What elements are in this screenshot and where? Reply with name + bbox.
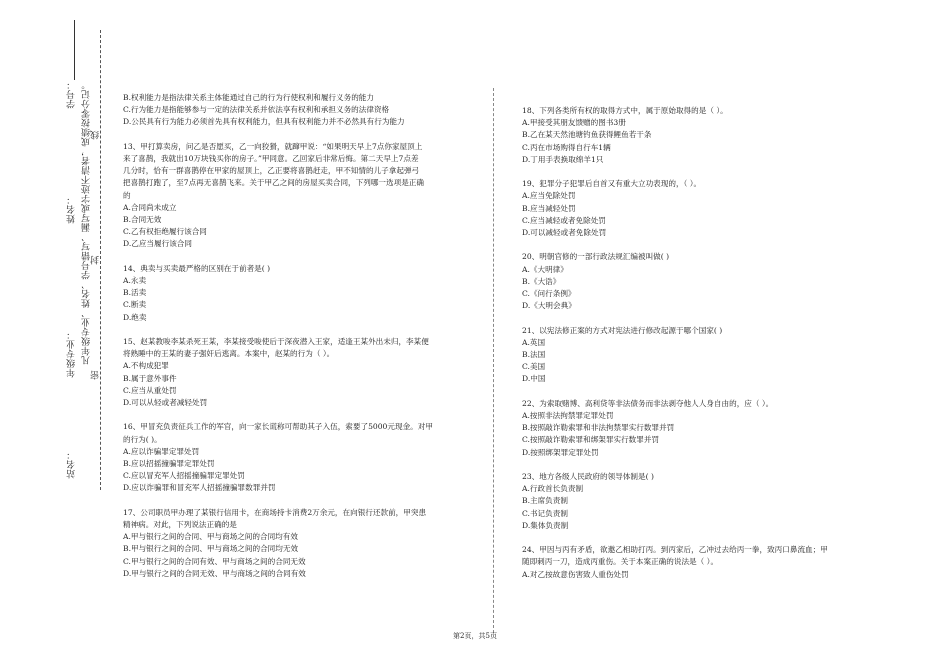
option-c: C.美国 bbox=[522, 362, 546, 372]
exam-warning: 凡年级专业、姓名、学号错写、漏写或字迹不清者，成绩按零分记。 bbox=[82, 80, 92, 365]
option-d: D.绝卖 bbox=[123, 312, 147, 322]
option-a: A.应以诈骗罪定罪处罚 bbox=[123, 446, 200, 456]
question-stem: 22、为索取赌博、高利贷等非法债务而非法剥夺他人人身自由的，应（ ）。 bbox=[522, 398, 774, 408]
question-stem: 16、甲冒充负责征兵工作的军官，向一家长谎称可帮助其子入伍，索要了5000元现金。对甲 bbox=[123, 422, 433, 432]
seal-mi: 密 bbox=[91, 370, 101, 380]
option-a: A.合同尚未成立 bbox=[123, 202, 177, 212]
question-16 bbox=[123, 421, 475, 494]
question-18 bbox=[522, 105, 867, 166]
question-stem: 13、甲打算卖房，问乙是否愿买，乙一向狡猾，就蹿甲说：“如果明天早上7点你家屋顶上 bbox=[123, 141, 423, 151]
option-b: B.甲与银行之间的合同、甲与商场之间的合同均无效 bbox=[123, 544, 299, 554]
cut-line bbox=[100, 30, 101, 490]
station-label: 站名： bbox=[67, 450, 77, 479]
question-stem: 来了喜鹊，我就出10万块钱买你的房子。”甲同意。乙回家后非常后悔。第二天早上7点差 bbox=[123, 154, 419, 163]
option-c: C.应当从重处罚 bbox=[123, 385, 177, 395]
page-number: 第2页，共5页 bbox=[453, 632, 497, 640]
option-line: C.行为能力是指能够参与一定的法律关系并依法享有权利和承担义务的法律资格 bbox=[123, 105, 390, 115]
question-23 bbox=[522, 471, 867, 532]
option-a: A.按照非法拘禁罪定罪处罚 bbox=[522, 411, 614, 421]
option-b: B.活卖 bbox=[123, 288, 147, 298]
option-d: D.集体负责制 bbox=[522, 520, 569, 530]
option-line: D.公民具有行为能力必须首先具有权利能力，但具有权利能力并不必然具有行为能力 bbox=[123, 117, 405, 127]
question-stem: 21、以宪法修正案的方式对宪法进行修改起源于哪个国家( ) bbox=[522, 325, 723, 335]
option-d: D.乙应当履行该合同 bbox=[123, 239, 192, 249]
question-stem: 14、典卖与买卖最严格的区别在于前者是( ) bbox=[123, 263, 271, 273]
question-stem: 随即刺丙一刀，造成丙重伤。关于本案正确的说法是（ ）。 bbox=[522, 557, 719, 567]
question-stem: 几分时，恰有一群喜鹊停在甲家的屋顶上，乙正要将喜鹊赶走，甲不知情的儿子拿起弹弓 bbox=[123, 166, 420, 176]
option-a: A.永卖 bbox=[123, 276, 147, 286]
option-d: D.丁用手表换取绵羊1只 bbox=[522, 154, 604, 164]
option-c: C.丙在市场购得自行车1辆 bbox=[522, 142, 611, 152]
question-12-tail bbox=[123, 92, 475, 129]
question-stem: 19、犯罪分子犯罪后自首又有重大立功表现的，（ ）。 bbox=[522, 179, 702, 189]
question-13 bbox=[123, 141, 475, 251]
question-24 bbox=[522, 544, 867, 581]
option-c: C.按照敲诈勒索罪和绑架罪实行数罪并罚 bbox=[522, 435, 660, 445]
option-b: B.《大诰》 bbox=[522, 276, 561, 286]
option-line: B.权利能力是指法律关系主体能通过自己的行为行使权利和履行义务的能力 bbox=[123, 93, 374, 102]
student-id-label: 学号： bbox=[67, 80, 77, 109]
question-19 bbox=[522, 178, 867, 239]
option-b: B.合同无效 bbox=[123, 215, 162, 225]
right-column bbox=[522, 105, 867, 593]
question-21 bbox=[522, 325, 867, 386]
option-d: D.应以诈骗罪和冒充军人招摇撞骗罪数罪并罚 bbox=[123, 483, 276, 493]
option-a: A.应当免除处罚 bbox=[522, 191, 576, 201]
option-b: B.主席负责制 bbox=[522, 496, 568, 506]
left-column bbox=[123, 92, 475, 592]
option-b: B.属于意外事件 bbox=[123, 373, 177, 383]
option-d: D.中国 bbox=[522, 374, 546, 384]
option-b: B.乙在某天然池塘钓鱼获得鲤鱼若干条 bbox=[522, 130, 652, 140]
question-stem: 15、赵某教唆李某杀死王某，李某接受唆使后于深夜潜入王家，适逢王某外出未归，李某便 bbox=[123, 337, 429, 347]
question-20 bbox=[522, 251, 867, 312]
question-stem: 23、地方各级人民政府的领导体制是( ) bbox=[522, 472, 654, 482]
option-c: C.应当减轻或者免除处罚 bbox=[522, 215, 606, 225]
seal-xian: 线 bbox=[91, 130, 101, 140]
question-stem: 将熟睡中的王某的妻子强奸后逃离。本案中，赵某的行为（ ）。 bbox=[123, 349, 335, 359]
option-d: D.《大明会典》 bbox=[522, 301, 576, 311]
option-c: C.应以冒充军人招摇撞骗罪定罪处罚 bbox=[123, 471, 245, 481]
option-a: A.甲与银行之间的合同、甲与商场之间的合同均有效 bbox=[123, 532, 298, 542]
option-c: C.甲与银行之间的合同有效、甲与商场之间的合同无效 bbox=[123, 556, 306, 566]
option-a: A.英国 bbox=[522, 337, 546, 347]
option-d: D.可以减轻或者免除处罚 bbox=[522, 228, 607, 238]
question-stem: 20、明朝官修的一部行政法规汇编被叫做( ) bbox=[522, 252, 670, 262]
option-b: B.应以招摇撞骗罪定罪处罚 bbox=[123, 459, 215, 469]
question-stem: 精神病。对此，下列说法正确的是 bbox=[123, 520, 237, 530]
question-stem: 17、公司职员甲办理了某银行信用卡，在商场持卡消费2万余元，在向银行还款前，甲突患 bbox=[123, 507, 427, 517]
name-label: 姓名： bbox=[67, 195, 77, 224]
seal-feng: 封 bbox=[91, 255, 101, 265]
major-label: 年级专业： bbox=[67, 330, 77, 378]
question-22 bbox=[522, 398, 867, 459]
fill-line-id bbox=[74, 20, 75, 80]
option-b: B.应当减轻处罚 bbox=[522, 203, 576, 213]
option-b: B.法国 bbox=[522, 350, 546, 360]
column-divider bbox=[493, 88, 494, 633]
question-stem: 的 bbox=[123, 190, 131, 200]
option-d: D.可以从轻或者减轻处罚 bbox=[123, 398, 208, 408]
option-c: C.书记负责制 bbox=[522, 508, 568, 518]
option-c: C.乙有权拒绝履行该合同 bbox=[123, 227, 207, 237]
question-14 bbox=[123, 263, 475, 324]
question-stem: 的行为( )。 bbox=[123, 434, 162, 444]
option-d: D.按照绑架罪定罪处罚 bbox=[522, 447, 599, 457]
question-stem: 18、下列各类所有权的取得方式中，属于原始取得的是（ ）。 bbox=[522, 106, 728, 115]
option-a: A.《大明律》 bbox=[522, 264, 568, 274]
option-d: D.甲与银行之间的合同无效、甲与商场之间的合同有效 bbox=[123, 568, 306, 578]
question-stem: 把喜鹊打跑了，至7点再无喜鹊飞来。关于甲乙之间的房屋买卖合同，下列哪一选项是正确 bbox=[123, 178, 424, 188]
question-stem: 24、甲因与丙有矛盾，欲邀乙相助打丙。到丙家后，乙冲过去给丙一拳，致丙口鼻流血；甲 bbox=[522, 545, 828, 555]
option-a: A.甲接受其朋友馈赠的图书3册 bbox=[522, 118, 626, 128]
question-15 bbox=[123, 336, 475, 409]
option-a: A.不构成犯罪 bbox=[123, 361, 169, 371]
binding-margin bbox=[0, 0, 105, 672]
question-17 bbox=[123, 507, 475, 580]
option-c: C.断卖 bbox=[123, 300, 147, 310]
option-b: B.按照敲诈勒索罪和非法拘禁罪实行数罪并罚 bbox=[522, 423, 675, 433]
option-a: A.行政首长负责制 bbox=[522, 484, 584, 494]
option-c: C.《问行条例》 bbox=[522, 289, 576, 299]
option-a: A.对乙按故意伤害致人重伤处罚 bbox=[522, 569, 629, 579]
